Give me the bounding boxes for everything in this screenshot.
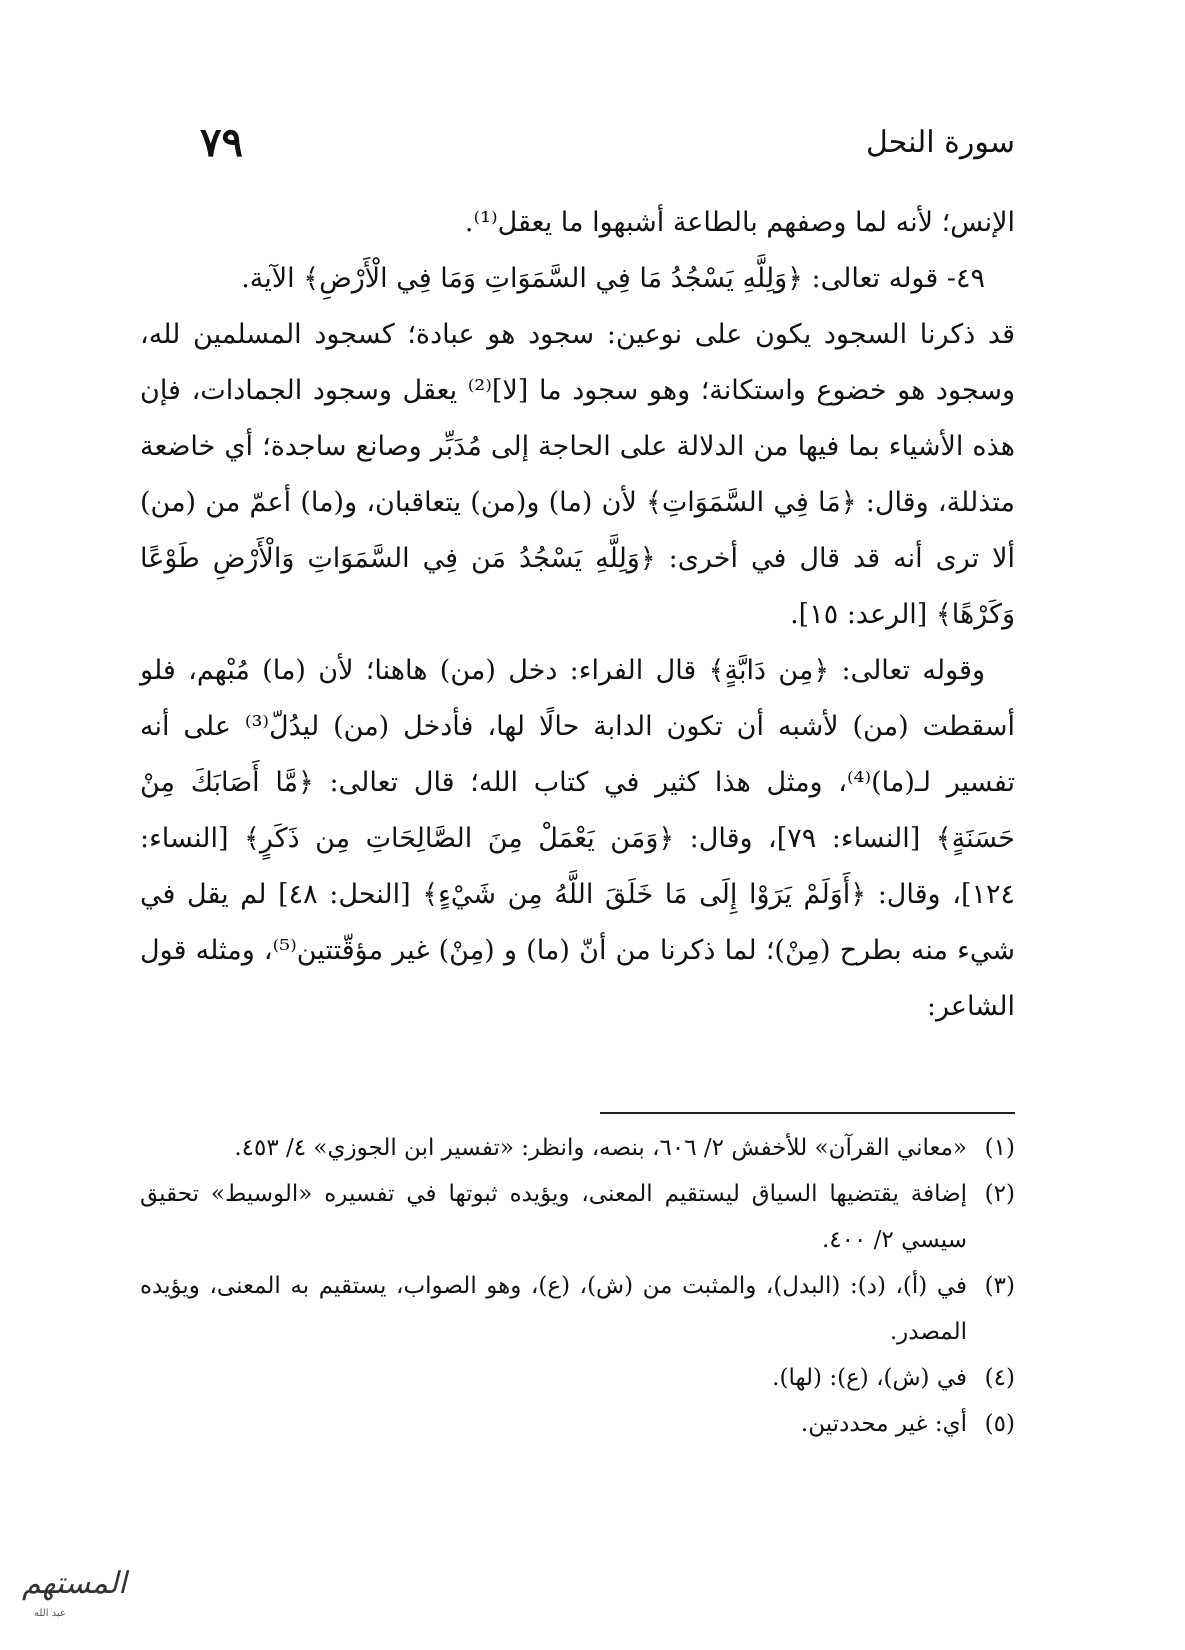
footnote-number: (١) <box>984 1135 1015 1161</box>
surah-title: سورة النحل <box>866 124 1015 160</box>
page-header <box>200 112 1015 172</box>
footnote <box>140 1401 1015 1447</box>
footnote-number: (٢) <box>984 1181 1015 1207</box>
footnote-text: إضافة يقتضيها السياق ليستقيم المعنى، ويؤيده ثبوتها في تفسيره «الوسيط» تحقيق سيسي ٢/ ٤٠٠. <box>140 1181 967 1253</box>
footnote-number: (٤) <box>984 1365 1015 1391</box>
footnote-number: (٥) <box>984 1411 1015 1437</box>
footnote-number: (٣) <box>984 1273 1015 1299</box>
paragraph: قد ذكرنا السجود يكون على نوعين: سجود هو عبادة؛ كسجود المسلمين لله، وسجود هو خضوع واستكانة؛ وهو سجود ما [لا]⁽²⁾ يعقل وسجود الجمادات، فإن هذه الأشياء بما فيها من الدلالة على الحاجة إلى مُدَبِّر وصانع ساجدة؛ أي خاضعة متذللة، وقال: ﴿مَا فِي السَّمَوَاتِ﴾ لأن (ما) و(من) يتعاقبان، و(ما) أعمّ من (من) ألا ترى أنه قد قال في أخرى: ﴿وَلِلَّهِ يَسْجُدُ مَن فِي السَّمَوَاتِ وَالْأَرْضِ طَوْعًا وَكَرْهًا﴾ [الرعد: ١٥]. <box>140 319 1015 630</box>
footnote-divider <box>600 1112 1015 1114</box>
footnote-text: في (ش)، (ع): (لها). <box>772 1365 967 1391</box>
footnote-text: «معاني القرآن» للأخفش ٢/ ٦٠٦، بنصه، وانظر: «تفسير ابن الجوزي» ٤/ ٤٥٣. <box>234 1135 967 1161</box>
page-number: ٧٩ <box>200 118 243 166</box>
logo-subtext: عبد الله <box>34 1608 66 1619</box>
footnote <box>140 1355 1015 1401</box>
paragraph: ٤٩- قوله تعالى: ﴿وَلِلَّهِ يَسْجُدُ مَا فِي السَّمَوَاتِ وَمَا فِي الْأَرْضِ﴾ الآية. <box>241 263 985 294</box>
paragraph: وقوله تعالى: ﴿مِن دَابَّةٍ﴾ قال الفراء: دخل (من) هاهنا؛ لأن (ما) مُبْهم، فلو أسقطت (من) لأشبه أن تكون الدابة حالًا لها، فأدخل (من) ليدُلّ⁽³⁾ على أنه تفسير لـ(ما)⁽⁴⁾، ومثل هذا كثير في كتاب الله؛ قال تعالى: ﴿مَّا أَصَابَكَ مِنْ حَسَنَةٍ﴾ [النساء: ٧٩]، وقال: ﴿وَمَن يَعْمَلْ مِنَ الصَّالِحَاتِ مِن ذَكَرٍ﴾ [النساء: ١٢٤]، وقال: ﴿أَوَلَمْ يَرَوْا إِلَى مَا خَلَقَ اللَّهُ مِن شَيْءٍ﴾ [النحل: ٤٨] لم يقل في شيء منه بطرح (مِنْ)؛ لما ذكرنا من أنّ (ما) و (مِنْ) غير مؤقّتتين⁽⁵⁾، ومثله قول الشاعر: <box>140 655 1016 1022</box>
paragraph: الإنس؛ لأنه لما وصفهم بالطاعة أشبهوا ما يعقل⁽¹⁾. <box>464 207 1015 238</box>
calligraphy-logo <box>22 1548 137 1638</box>
logo-text: المستهم <box>22 1566 127 1601</box>
footnotes <box>140 1125 1015 1447</box>
footnote-text: في (أ)، (د): (البدل)، والمثبت من (ش)، (ع)، وهو الصواب، يستقيم به المعنى، ويؤيده المصدر. <box>140 1273 967 1345</box>
footnote <box>140 1171 1015 1263</box>
main-text <box>140 195 1015 1035</box>
footnote <box>140 1125 1015 1171</box>
footnote-text: أي: غير محددتين. <box>800 1411 967 1437</box>
footnote <box>140 1263 1015 1355</box>
